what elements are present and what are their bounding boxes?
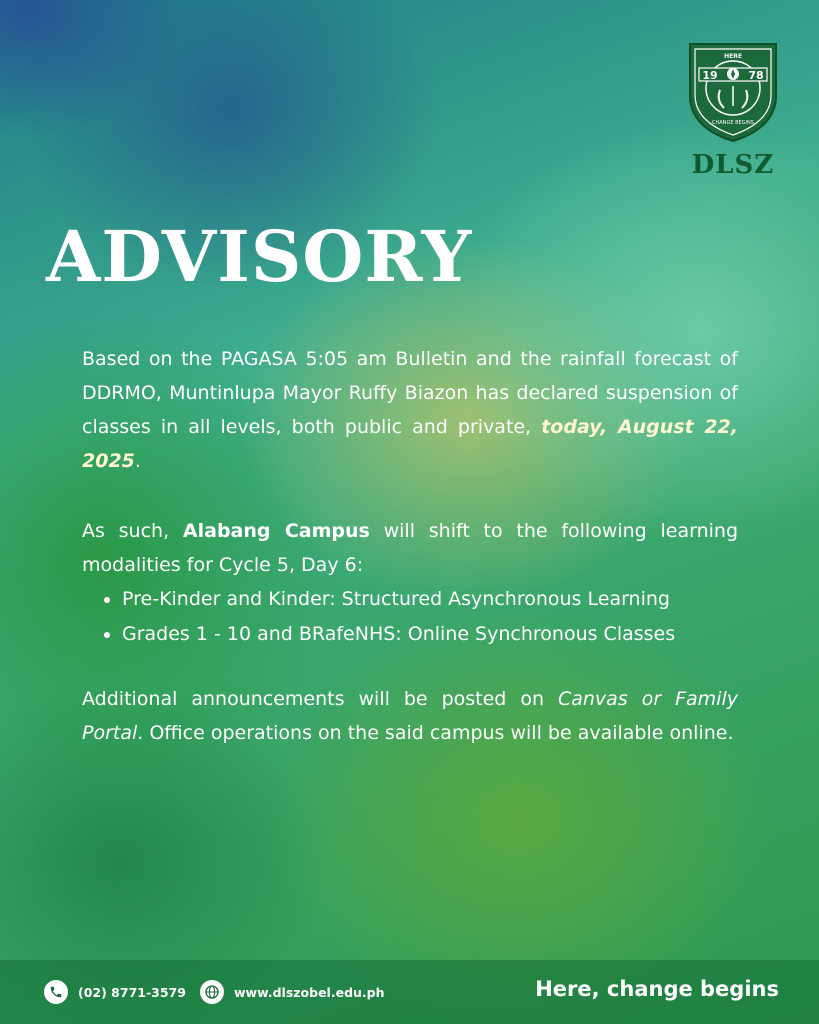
- modalities-list: [82, 582, 738, 652]
- paragraph-modalities: [82, 514, 738, 582]
- seal-right-text: 78: [748, 69, 764, 82]
- paragraph-suspension-end: .: [134, 450, 141, 472]
- portal-link: Canvas or Family Portal: [82, 688, 738, 744]
- globe-icon: [200, 980, 224, 1004]
- seal-top-text: HERE: [724, 53, 742, 60]
- seal-left-text: 19: [702, 69, 718, 82]
- date-highlight: today, August 22, 2025: [82, 416, 738, 472]
- website-url: www.dlszobel.edu.ph: [234, 984, 385, 1000]
- school-logo: [686, 38, 780, 180]
- footer-tagline: Here, change begins: [535, 977, 779, 1001]
- phone-icon: [44, 980, 68, 1004]
- paragraph-suspension: [82, 342, 738, 478]
- seal-bottom-text: CHANGE BEGINS: [712, 120, 754, 126]
- logo-name: DLSZ: [691, 150, 775, 180]
- paragraph-announcements-post: . Office operations on the said campus will be available online.: [137, 722, 734, 744]
- paragraph-announcements-pre: Additional announcements will be posted on: [82, 688, 558, 710]
- phone-number: (02) 8771-3579: [78, 984, 186, 1000]
- footer-bar: [0, 960, 819, 1024]
- paragraph-suspension-text: Based on the PAGASA 5:05 am Bulletin and the rainfall forecast of DDRMO, Muntinlupa Mayor Ruffy Biazon has declared suspension of classes in all levels, both public and private,: [82, 348, 738, 438]
- contact-website: [200, 980, 385, 1004]
- paragraph-announcements: [82, 682, 738, 750]
- paragraph-modalities-pre: As such,: [82, 520, 183, 542]
- shield-crest-icon: [686, 38, 780, 142]
- list-item: • Grades 1 - 10 and BRafeNHS: Online Synchronous Classes: [122, 617, 738, 652]
- page-title: ADVISORY: [46, 215, 473, 298]
- paragraph-modalities-post: will shift to the following learning modalities for Cycle 5, Day 6:: [82, 520, 739, 576]
- advisory-body: [82, 342, 738, 750]
- list-item: • Pre-Kinder and Kinder: Structured Asynchronous Learning: [122, 582, 738, 617]
- campus-name: Alabang Campus: [182, 520, 370, 542]
- contact-phone: [44, 980, 186, 1004]
